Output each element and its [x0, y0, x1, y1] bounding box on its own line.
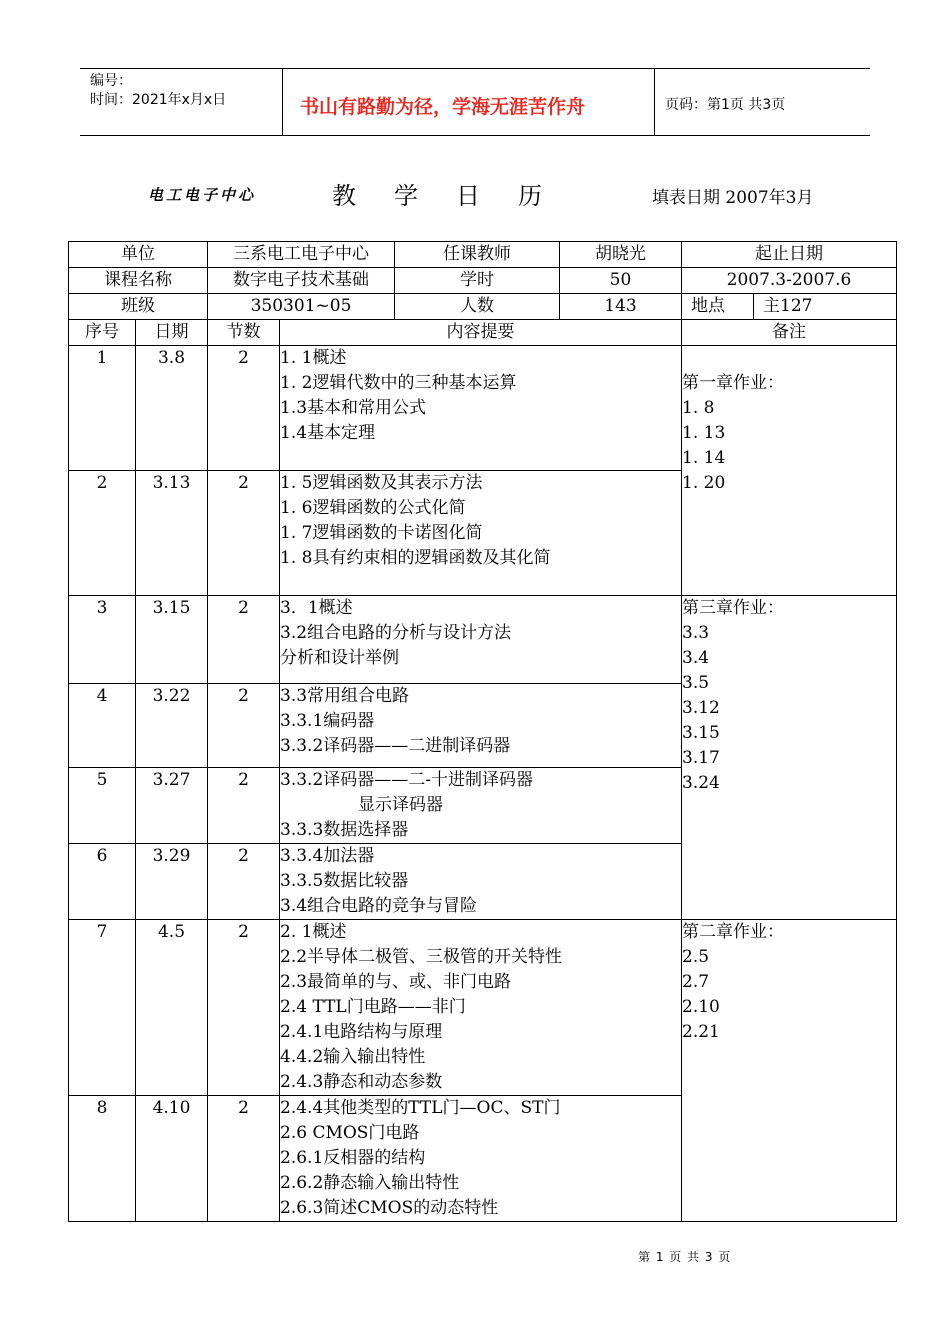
- row-sessions: 2: [208, 1096, 280, 1222]
- row-seq: 1: [69, 346, 136, 471]
- hours-value: 50: [560, 268, 682, 294]
- content-line: 3.4组合电路的竞争与冒险: [280, 896, 478, 916]
- col-header-content: 内容提要: [280, 320, 682, 346]
- teacher-value: 胡晓光: [560, 242, 682, 268]
- content-line: 2.3最简单的与、或、非门电路: [280, 972, 512, 992]
- people-value: 143: [560, 294, 682, 320]
- note-line: 3.3: [682, 623, 710, 643]
- row-content: [280, 346, 682, 471]
- content-line: 1. 2逻辑代数中的三种基本运算: [280, 373, 517, 393]
- content-line: 3.3.5数据比较器: [280, 871, 409, 891]
- content-line: 1.4基本定理: [280, 423, 376, 443]
- row-content: [280, 471, 682, 596]
- header-top-rule: [80, 68, 870, 69]
- row-content: [280, 1096, 682, 1222]
- row-content: [280, 596, 682, 684]
- content-line: 4.4.2输入输出特性: [280, 1047, 426, 1067]
- content-line: 2. 1概述: [280, 922, 347, 942]
- row-content: [280, 844, 682, 920]
- fill-date: 填表日期 2007年3月: [652, 188, 814, 208]
- column-header-row: [69, 320, 897, 346]
- note-line: 2.21: [682, 1022, 720, 1042]
- row-sessions: 2: [208, 768, 280, 844]
- col-header-date: 日期: [136, 320, 208, 346]
- content-line: 1. 6逻辑函数的公式化简: [280, 498, 466, 518]
- info-row-course: [69, 268, 897, 294]
- hours-label: 学时: [395, 268, 560, 294]
- page-info: 页码：第1页 共3页: [665, 97, 786, 113]
- class-value: 350301~05: [208, 294, 395, 320]
- teaching-calendar-table: [68, 241, 897, 1222]
- note-line: 2.5: [682, 947, 710, 967]
- row-seq: 3: [69, 596, 136, 684]
- motto: 书山有路勤为径，学海无涯苦作舟: [300, 96, 586, 118]
- period-label: 起止日期: [682, 242, 897, 268]
- note-line: 3.17: [682, 748, 720, 768]
- content-line: 2.4.4其他类型的TTL门—OC、ST门: [280, 1098, 561, 1118]
- row-seq: 8: [69, 1096, 136, 1222]
- note-line: 第三章作业：: [682, 598, 784, 618]
- row-content: [280, 684, 682, 768]
- row-seq: 4: [69, 684, 136, 768]
- header-bottom-rule: [80, 135, 870, 136]
- unit-label: 单位: [69, 242, 208, 268]
- class-label: 班级: [69, 294, 208, 320]
- content-line: 3.3.1编码器: [280, 711, 375, 731]
- content-line: 1. 7逻辑函数的卡诺图化简: [280, 523, 483, 543]
- row-sessions: 2: [208, 844, 280, 920]
- header-divider-left: [282, 68, 283, 136]
- row-seq: 7: [69, 920, 136, 1096]
- content-line: 分析和设计举例: [280, 648, 399, 668]
- content-line: 2.6.3简述CMOS的动态特性: [280, 1198, 499, 1218]
- note-line: 3.5: [682, 673, 710, 693]
- row-sessions: 2: [208, 920, 280, 1096]
- course-value: 数字电子技术基础: [208, 268, 395, 294]
- note-line: 1. 8: [682, 398, 715, 418]
- content-line: 2.4.1电路结构与原理: [280, 1022, 443, 1042]
- content-line: 2.4 TTL门电路——非门: [280, 997, 466, 1017]
- department-name: 电工电子中心: [148, 186, 257, 204]
- period-value: 2007.3-2007.6: [682, 268, 897, 294]
- row-date: 3.8: [136, 346, 208, 471]
- homework-note-chapter-3: [682, 596, 897, 920]
- homework-note-chapter-1: [682, 346, 897, 596]
- note-line: 2.7: [682, 972, 710, 992]
- note-line: 第一章作业：: [682, 373, 784, 393]
- content-line: 1. 5逻辑函数及其表示方法: [280, 473, 483, 493]
- note-line: 3.12: [682, 698, 720, 718]
- row-sessions: 2: [208, 346, 280, 471]
- header-divider-right: [654, 68, 655, 136]
- page-title: 教学日历: [332, 182, 580, 210]
- row-date: 3.22: [136, 684, 208, 768]
- content-line: 1.3基本和常用公式: [280, 398, 427, 418]
- table-row: [69, 920, 897, 1096]
- content-line: 3.2组合电路的分析与设计方法: [280, 623, 512, 643]
- row-sessions: 2: [208, 684, 280, 768]
- row-content: [280, 768, 682, 844]
- content-line: 1. 1概述: [280, 348, 347, 368]
- row-date: 3.15: [136, 596, 208, 684]
- note-line: 3.15: [682, 723, 720, 743]
- note-line: 第二章作业：: [682, 922, 784, 942]
- content-line: 2.4.3静态和动态参数: [280, 1072, 443, 1092]
- row-sessions: 2: [208, 596, 280, 684]
- page-footer: 第 1 页 共 3 页: [638, 1250, 732, 1264]
- content-line: 2.6.2静态输入输出特性: [280, 1173, 460, 1193]
- serial-number-label: 编号：: [90, 73, 132, 89]
- homework-note-chapter-2: [682, 920, 897, 1222]
- row-date: 4.5: [136, 920, 208, 1096]
- course-label: 课程名称: [69, 268, 208, 294]
- note-line: 3.24: [682, 773, 720, 793]
- content-line: 显示译码器: [358, 795, 443, 815]
- content-line: 3.3常用组合电路: [280, 686, 410, 706]
- info-row-class: [69, 294, 897, 320]
- content-line: 3.3.3数据选择器: [280, 820, 409, 840]
- time-label: 时间：2021年x月x日: [90, 92, 227, 108]
- note-line: 1. 14: [682, 448, 726, 468]
- col-header-notes: 备注: [682, 320, 897, 346]
- row-date: 3.29: [136, 844, 208, 920]
- row-seq: 5: [69, 768, 136, 844]
- row-content: [280, 920, 682, 1096]
- content-line: 3.3.4加法器: [280, 846, 375, 866]
- content-line: 1. 8具有约束相的逻辑函数及其化简: [280, 548, 551, 568]
- place-value: 主127: [754, 294, 897, 320]
- row-sessions: 2: [208, 471, 280, 596]
- content-line: 3.3.2译码器——二-十进制译码器: [280, 770, 533, 790]
- table-row: [69, 596, 897, 684]
- people-label: 人数: [395, 294, 560, 320]
- row-seq: 6: [69, 844, 136, 920]
- col-header-sessions: 节数: [208, 320, 280, 346]
- content-line: 3.3.2译码器——二进制译码器: [280, 736, 511, 756]
- note-line: 3.4: [682, 648, 710, 668]
- place-label: 地点: [682, 294, 754, 320]
- row-date: 4.10: [136, 1096, 208, 1222]
- row-seq: 2: [69, 471, 136, 596]
- table-row: [69, 346, 897, 471]
- content-line: 2.6.1反相器的结构: [280, 1148, 426, 1168]
- note-line: 2.10: [682, 997, 720, 1017]
- row-date: 3.13: [136, 471, 208, 596]
- content-line: 2.2半导体二极管、三极管的开关特性: [280, 947, 563, 967]
- note-line: [682, 346, 896, 371]
- content-line: 3．1概述: [280, 598, 353, 618]
- content-line: 2.6 CMOS门电路: [280, 1123, 420, 1143]
- row-date: 3.27: [136, 768, 208, 844]
- info-row-unit: [69, 242, 897, 268]
- note-line: 1. 13: [682, 423, 726, 443]
- unit-value: 三系电工电子中心: [208, 242, 395, 268]
- teacher-label: 任课教师: [395, 242, 560, 268]
- note-line: 1. 20: [682, 473, 726, 493]
- col-header-seq: 序号: [69, 320, 136, 346]
